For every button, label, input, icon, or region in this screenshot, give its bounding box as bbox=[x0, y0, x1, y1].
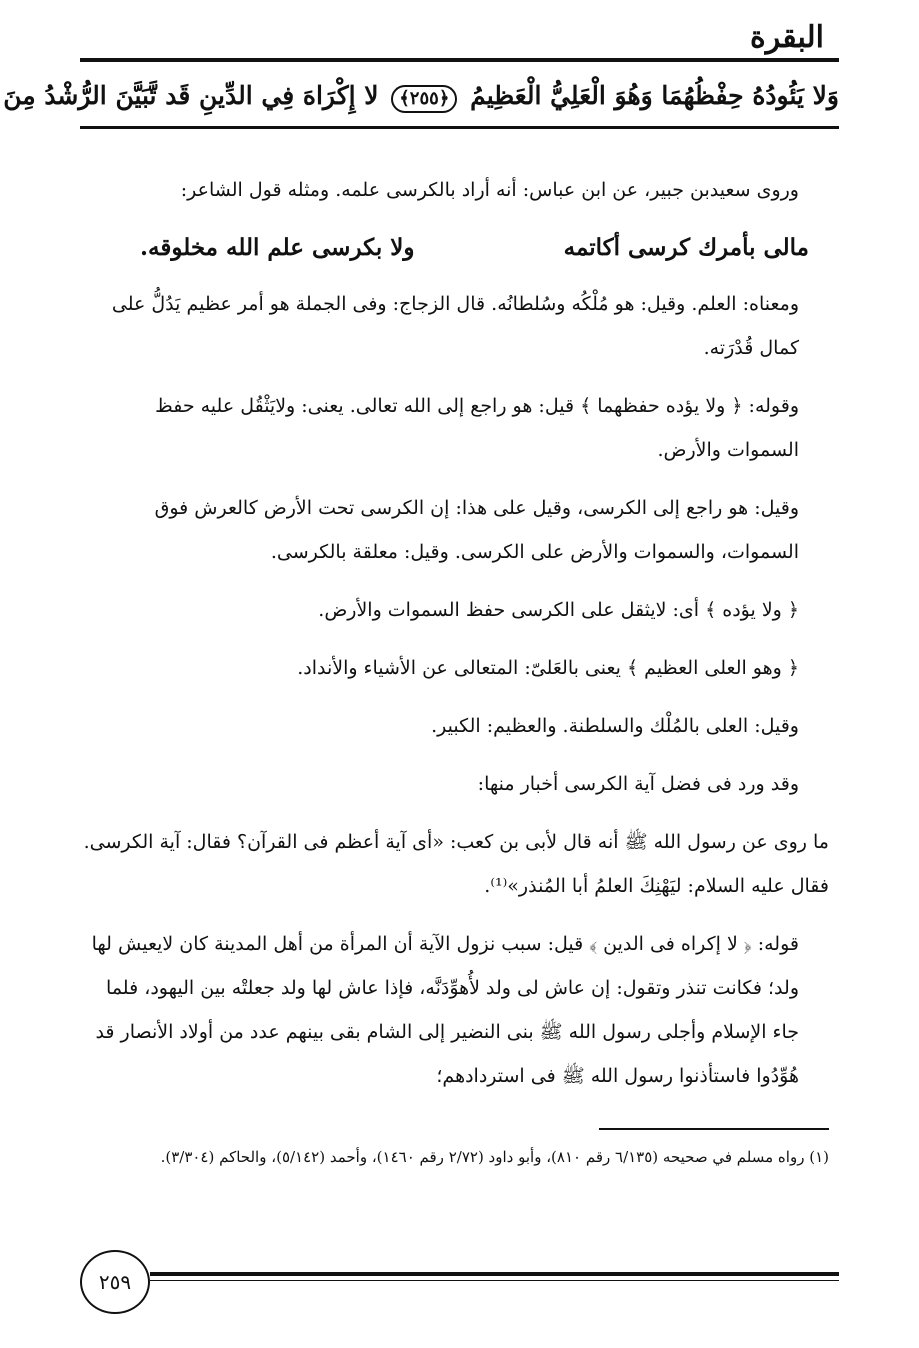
verse-number-marker: ﴿٢٥٥﴾ bbox=[391, 85, 457, 113]
poem-verse bbox=[80, 226, 829, 270]
poem-second-hemistich: ولا بكرسى علم الله مخلوقه. bbox=[140, 234, 415, 261]
paragraph: ﴿ وهو العلى العظيم ﴾ يعنى بالعَلىّ: المتعالى عن الأشياء والأنداد. bbox=[297, 657, 799, 679]
header-bottom-divider bbox=[80, 126, 839, 129]
paragraph: وقيل: العلى بالمُلْك والسلطنة. والعظيم: الكبير. bbox=[431, 715, 799, 737]
paragraph: ومعناه: العلم. وقيل: هو مُلْكُه وسُلطانُه. قال الزجاج: وفى الجملة هو أمر عظيم يَدُلُّ على كمال قُدْرَته. bbox=[111, 293, 799, 359]
paragraph: وروى سعيدبن جبير، عن ابن عباس: أنه أراد بالكرسى علمه. ومثله قول الشاعر: bbox=[180, 179, 799, 201]
paragraph: ما روى عن رسول الله ﷺ أنه قال لأبى بن كعب: «أى آية أعظم فى القرآن؟ فقال: آية الكرسى. فقال عليه السلام: ليَهْنِكَ العلمُ أبا المُنذر»⁽¹⁾. bbox=[83, 831, 829, 897]
verse-text-before: وَلا يَئُودُهُ حِفْظُهُمَا وَهُوَ الْعَلِيُّ الْعَظِيمُ bbox=[470, 81, 839, 110]
footnote-divider bbox=[599, 1128, 829, 1130]
poem-first-hemistich: مالى بأمرك كرسى أكاتمه bbox=[563, 234, 809, 261]
verse-text-after: لا إِكْرَاهَ فِي الدِّينِ قَد تَّبَيَّنَ الرُّشْدُ مِنَ bbox=[3, 81, 379, 110]
paragraph: ﴿ ولا يؤده ﴾ أى: لايثقل على الكرسى حفظ السموات والأرض. bbox=[318, 599, 799, 621]
footnote-item: (١) رواه مسلم في صحيحه (٦/١٣٥ رقم ٨١٠)، وأبو داود (٢/٧٢ رقم ١٤٦٠)، وأحمد (٥/١٤٢)، والحاكم (٣/٣٠٤). bbox=[160, 1148, 829, 1166]
footer-divider bbox=[150, 1272, 839, 1276]
paragraph: وقيل: هو راجع إلى الكرسى، وقيل على هذا: إن الكرسى تحت الأرض كالعرش فوق السموات، والسموات والأرض على الكرسى. وقيل: معلقة بالكرسى. bbox=[154, 497, 799, 563]
footer-divider-thin bbox=[150, 1280, 839, 1281]
footnotes bbox=[80, 1140, 829, 1174]
paragraph: قوله: ﴿ لا إكراه فى الدين ﴾ قيل: سبب نزول الآية أن المرأة من أهل المدينة كان لايعيش لها ولد؛ فكانت تنذر وتقول: إن عاش لى ولد لأُهوِّدَنَّه، فإذا عاش لها ولد جعلتْه بين اليهود، فلما جاء الإسلام وأجلى رسول الله ﷺ بنى النضير إلى الشام بقى بينهم عدد من أولاد الأنصار قد هُوِّدُوا فاستأذنوا رسول الله ﷺ فى استردادهم؛ bbox=[91, 933, 799, 1087]
header-divider bbox=[80, 58, 839, 62]
header-verse-line bbox=[3, 70, 839, 122]
paragraph: وقد ورد فى فضل آية الكرسى أخبار منها: bbox=[477, 773, 799, 795]
page-number: ٢٥٩ bbox=[80, 1250, 150, 1314]
surah-title: البقرة bbox=[750, 20, 824, 55]
paragraph: وقوله: ﴿ ولا يؤده حفظهما ﴾ قيل: هو راجع إلى الله تعالى. يعنى: ولايَثْقُل عليه حفظ السموات والأرض. bbox=[155, 395, 799, 461]
commentary-body bbox=[80, 168, 829, 1112]
